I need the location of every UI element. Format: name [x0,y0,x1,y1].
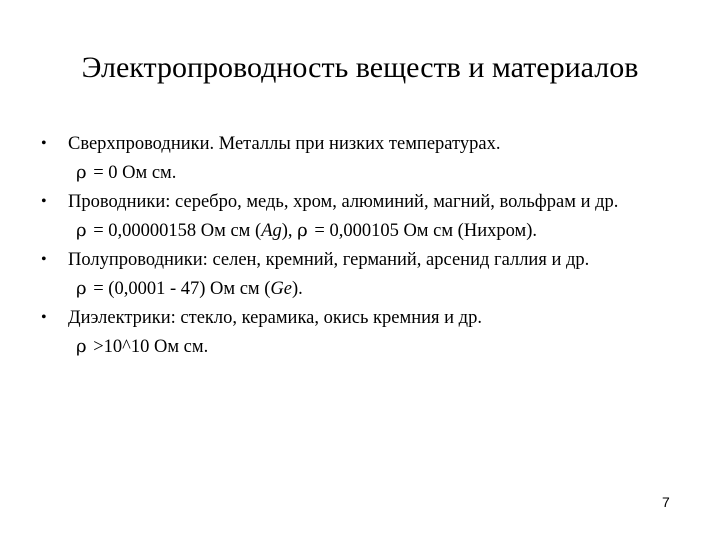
bullet-icon: • [41,135,47,152]
formula-value: = 0,000105 Ом см (Нихром). [314,221,537,241]
rho-symbol: ρ [76,336,87,357]
formula-text [76,333,208,361]
formula-value: ), [281,221,293,241]
list-item-text: Диэлектрики: стекло, керамика, окись кремния и др. [68,308,482,328]
list-item-text: Полупроводники: селен, кремний, германий, арсенид галлия и др. [68,250,590,270]
formula-value: = (0,0001 - 47) Ом см ( [93,279,271,299]
formula-value: = 0,00000158 Ом см ( [93,221,262,241]
rho-symbol: ρ [76,162,87,183]
formula-value: >10^10 Ом см. [93,337,209,357]
formula-value: = 0 Ом см. [93,163,177,183]
formula-text [76,159,176,187]
formula-value: ). [291,279,303,299]
bullet-icon: • [41,193,47,210]
rho-symbol: ρ [76,278,87,299]
slide-number: 7 [662,494,670,510]
element-symbol: Ge [270,279,292,299]
bullet-icon: • [41,309,47,326]
formula-text [76,217,537,245]
list-item-text: Проводники: серебро, медь, хром, алюминий, магний, вольфрам и др. [68,192,619,212]
page-title: Электропроводность веществ и материалов [81,51,639,84]
bullet-icon: • [41,251,47,268]
formula-text [76,275,303,303]
rho-symbol: ρ [76,220,87,241]
list-item-text: Сверхпроводники. Металлы при низких температурах. [68,134,501,154]
rho-symbol: ρ [297,220,308,241]
element-symbol: Ag [261,221,282,241]
